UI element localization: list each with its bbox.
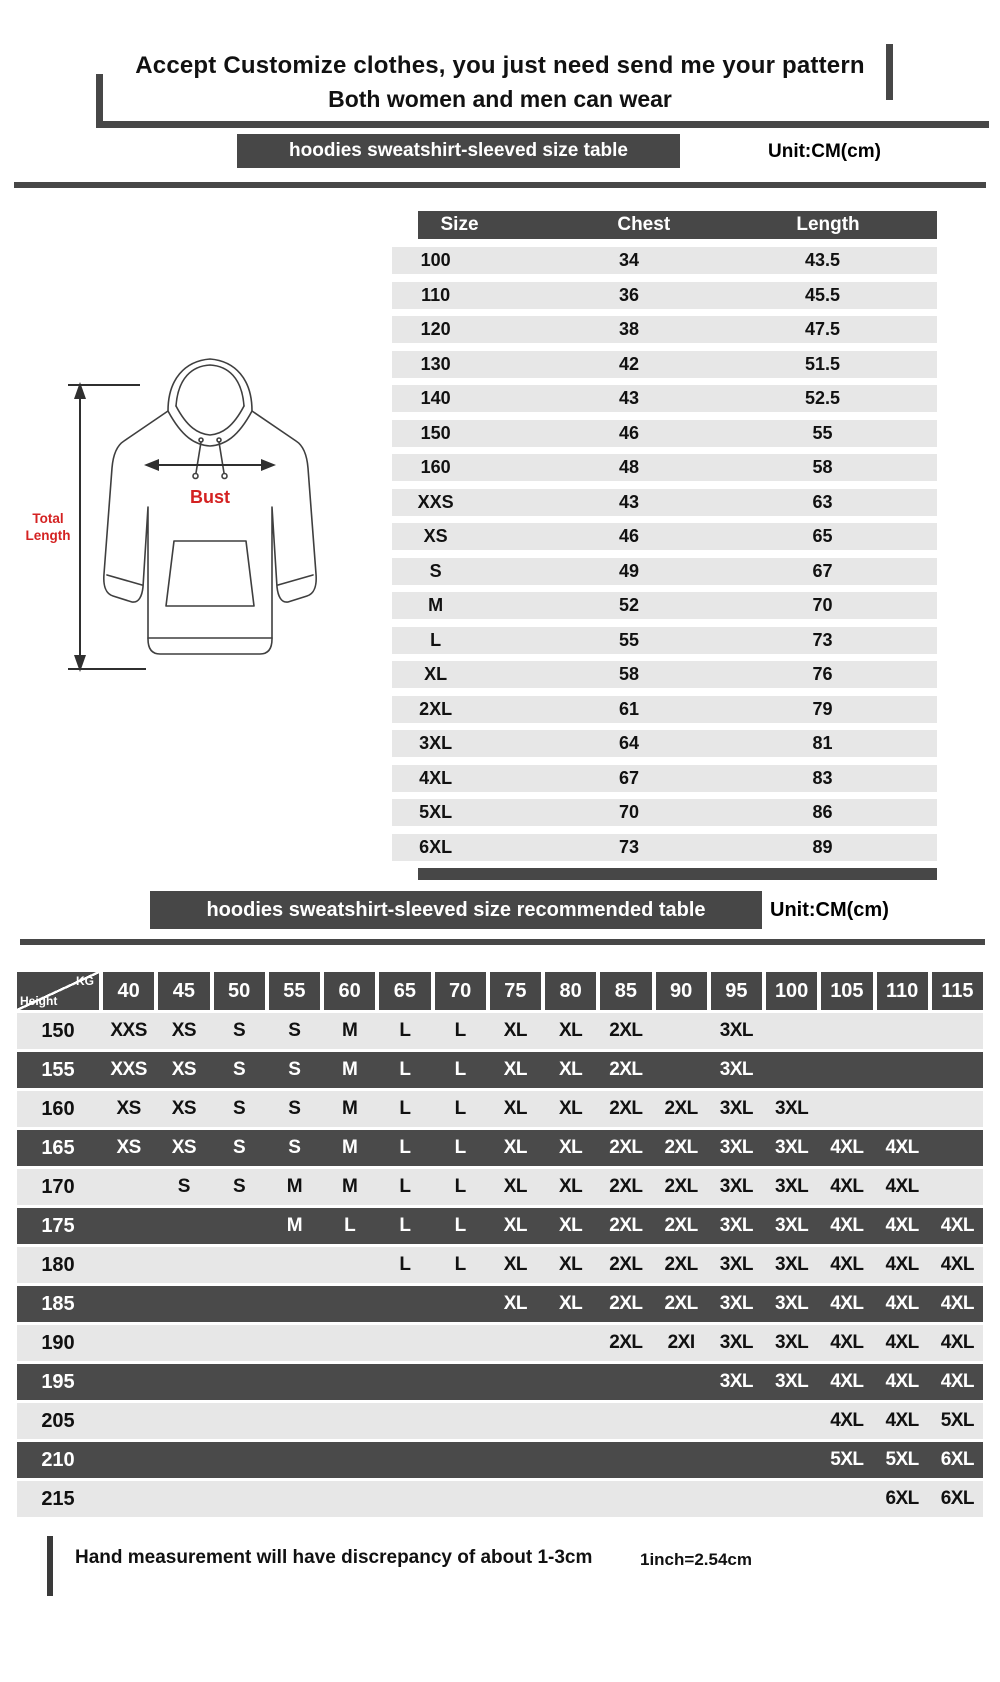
size-table-cell-length: 70 — [812, 595, 833, 615]
size-table-row — [392, 351, 937, 378]
recommended-size-cell: 2XL — [664, 1215, 698, 1236]
recommended-size-cell: 4XL — [830, 1332, 864, 1353]
recommended-size-cell: 3XL — [719, 1176, 754, 1197]
recommended-size-cell: S — [288, 1137, 301, 1158]
size-table-cell-length: 86 — [812, 802, 833, 822]
recommended-size-cell: L — [399, 1137, 411, 1158]
height-row-label: 150 — [41, 1019, 75, 1042]
collar-outer — [168, 411, 252, 446]
height-row-label: 155 — [41, 1058, 75, 1081]
recommended-table-row — [17, 1442, 983, 1478]
size-table-cell-chest: 61 — [619, 698, 640, 719]
header-line-1: Accept Customize clothes, you just need send me your pattern — [135, 52, 865, 79]
size-table-cell-chest: 43 — [619, 388, 640, 408]
size-table-cell-size: 110 — [421, 284, 451, 305]
recommended-size-cell: 6XL — [885, 1488, 919, 1509]
recommended-size-cell: L — [454, 1176, 466, 1197]
recommended-size-cell: XL — [503, 1215, 528, 1236]
measurement-note: Hand measurement will have discrepancy of about 1-3cm — [75, 1547, 593, 1568]
size-table-row — [392, 385, 937, 412]
recommended-size-cell: M — [341, 1098, 358, 1119]
size-table-row — [392, 454, 937, 481]
recommended-size-cell: L — [399, 1020, 411, 1041]
size-table-row — [392, 627, 937, 654]
recommended-size-cell: 2XL — [664, 1176, 698, 1197]
weight-column-header: 70 — [435, 972, 486, 1010]
size-table-cell-chest: 64 — [619, 733, 640, 753]
size-table-cell-length: 63 — [812, 491, 833, 512]
recommended-size-cell: 4XL — [830, 1254, 864, 1275]
recommended-size-cell: 3XL — [719, 1293, 754, 1314]
recommended-table-banner — [150, 891, 762, 929]
decorative-bracket-left — [96, 74, 103, 124]
recommended-table-row — [17, 1052, 983, 1088]
size-table-cell-length: 89 — [812, 836, 833, 857]
size-table-row — [392, 420, 937, 447]
recommended-size-cell: S — [233, 1059, 246, 1080]
recommended-size-cell: XL — [503, 1176, 528, 1197]
recommended-size-cell: 4XL — [885, 1410, 919, 1431]
recommended-table-row — [17, 1247, 983, 1283]
size-table-cell-length: 81 — [812, 733, 833, 753]
recommended-size-cell: M — [341, 1176, 358, 1197]
recommended-size-cell: L — [399, 1176, 411, 1197]
recommended-size-cell: 4XL — [830, 1137, 864, 1158]
recommended-size-cell: M — [341, 1137, 358, 1158]
inch-conversion-note: 1inch=2.54cm — [640, 1550, 752, 1569]
recommended-size-cell: 5XL — [885, 1449, 919, 1470]
recommended-table — [17, 972, 983, 1520]
size-table-row — [392, 661, 937, 688]
size-table-cell-length: 79 — [812, 698, 833, 719]
recommended-size-cell: S — [233, 1020, 246, 1041]
recommended-size-cell: XL — [503, 1137, 528, 1158]
size-table-cell-length: 76 — [812, 664, 833, 684]
size-table-row — [392, 834, 937, 861]
recommended-size-cell: L — [454, 1059, 466, 1080]
hoodie-diagram — [20, 345, 350, 685]
size-table-cell-length: 67 — [812, 560, 833, 581]
length-column-header: Length — [796, 214, 860, 235]
header-line-2: Both women and men can wear — [328, 86, 672, 112]
size-table-banner — [237, 134, 680, 168]
recommended-table-row — [17, 1364, 983, 1400]
recommended-size-cell: 3XL — [774, 1176, 809, 1197]
recommended-size-cell: 3XL — [774, 1137, 809, 1158]
recommended-size-cell: S — [288, 1059, 301, 1080]
size-table-cell-size: XL — [424, 664, 448, 684]
weight-column-header: 90 — [656, 972, 707, 1010]
recommended-size-cell: L — [454, 1098, 466, 1119]
recommended-size-cell: XL — [558, 1215, 583, 1236]
recommended-size-cell: 4XL — [940, 1293, 975, 1314]
height-row-label: 195 — [41, 1370, 75, 1393]
recommended-size-cell: XL — [503, 1098, 528, 1119]
recommended-table-row — [17, 1403, 983, 1439]
recommended-size-cell: 4XL — [940, 1215, 975, 1236]
recommended-size-cell: 4XL — [830, 1293, 864, 1314]
corner-height-label: Height — [20, 994, 58, 1008]
recommended-table-row — [17, 1091, 983, 1127]
size-table-cell-chest: 67 — [619, 767, 640, 788]
height-row-label: 185 — [41, 1292, 75, 1315]
weight-column-header: 100 — [766, 972, 817, 1010]
drawstring-tip-left — [193, 474, 198, 479]
recommended-size-cell: XL — [558, 1293, 583, 1314]
bust-label: Bust — [190, 487, 230, 507]
recommended-size-cell: 2XL — [609, 1215, 643, 1236]
recommended-size-cell: 4XL — [940, 1254, 975, 1275]
recommended-size-cell: XS — [171, 1020, 197, 1041]
weight-column-header: 40 — [103, 972, 154, 1010]
recommended-table-row — [17, 1013, 983, 1049]
recommended-table-banner-label: hoodies sweatshirt-sleeved size recommended table — [206, 898, 706, 921]
recommended-size-cell: XXS — [110, 1020, 147, 1041]
size-table-cell-size: 6XL — [419, 836, 453, 857]
recommended-table-row — [17, 1481, 983, 1517]
drawstring-tip-right — [222, 474, 227, 479]
size-table-row — [392, 316, 937, 343]
recommended-size-cell: XS — [171, 1137, 197, 1158]
height-row-label: 165 — [41, 1136, 75, 1159]
height-row-label: 215 — [41, 1487, 75, 1510]
recommended-size-cell: XS — [171, 1059, 197, 1080]
size-table-cell-size: 100 — [420, 250, 451, 270]
recommended-size-cell: 4XL — [885, 1215, 919, 1236]
size-table-cell-length: 73 — [812, 629, 833, 650]
recommended-size-cell: L — [399, 1215, 411, 1236]
recommended-size-cell: 4XL — [940, 1371, 975, 1392]
size-table-row — [392, 696, 937, 723]
recommended-table-row — [17, 1286, 983, 1322]
recommended-size-cell: M — [341, 1020, 358, 1041]
recommended-size-cell: 3XL — [719, 1137, 754, 1158]
recommended-size-cell: XS — [116, 1098, 141, 1119]
recommended-size-cell: 3XL — [774, 1371, 809, 1392]
recommended-size-cell: XL — [558, 1098, 583, 1119]
height-row-label: 205 — [41, 1409, 75, 1432]
recommended-size-cell: 2XL — [609, 1176, 643, 1197]
size-table-cell-length: 58 — [812, 457, 833, 477]
recommended-size-cell: M — [341, 1059, 358, 1080]
recommended-size-cell: 2XL — [609, 1059, 643, 1080]
recommended-size-cell: 3XL — [774, 1293, 809, 1314]
height-row-label: 175 — [41, 1214, 75, 1237]
weight-column-header: 95 — [711, 972, 762, 1010]
size-table-row — [392, 523, 937, 550]
height-row-label: 170 — [41, 1175, 75, 1198]
recommended-size-cell: XL — [558, 1059, 583, 1080]
size-table-row — [392, 592, 937, 619]
size-table-cell-chest: 73 — [619, 836, 640, 857]
recommended-size-cell: 2XL — [664, 1098, 698, 1119]
recommended-size-cell: 3XL — [774, 1098, 809, 1119]
weight-column-header: 75 — [490, 972, 541, 1010]
drawstring-left — [196, 442, 201, 473]
recommended-table-row — [17, 1325, 983, 1361]
recommended-size-cell: M — [286, 1215, 303, 1236]
cuff-line-left — [107, 575, 142, 585]
recommended-size-cell: S — [288, 1098, 301, 1119]
hood-inner-line — [176, 365, 244, 406]
size-table-row — [392, 765, 937, 792]
recommended-size-cell: 2XL — [609, 1137, 643, 1158]
recommended-size-cell: XL — [503, 1059, 528, 1080]
recommended-size-cell: M — [286, 1176, 303, 1197]
size-table-cell-size: L — [430, 629, 442, 650]
recommended-size-cell: 4XL — [830, 1410, 864, 1431]
collar-inner — [176, 406, 244, 435]
recommended-size-cell: 3XL — [719, 1020, 754, 1041]
recommended-size-cell: S — [233, 1098, 246, 1119]
recommended-size-cell: XL — [503, 1293, 528, 1314]
recommended-size-cell: L — [399, 1098, 411, 1119]
size-table-cell-size: 150 — [420, 422, 451, 443]
size-table-row — [392, 558, 937, 585]
size-table-cell-size: XS — [423, 526, 448, 546]
recommended-size-cell: L — [454, 1020, 466, 1041]
size-table-cell-length: 55 — [812, 422, 833, 443]
recommended-size-cell: L — [344, 1215, 356, 1236]
recommended-size-cell: L — [454, 1215, 466, 1236]
recommended-size-cell: 5XL — [940, 1410, 975, 1431]
unit-label-1: Unit:CM(cm) — [768, 141, 881, 162]
recommended-size-cell: 3XL — [719, 1371, 754, 1392]
recommended-size-cell: 2XL — [609, 1098, 643, 1119]
size-table-cell-length: 83 — [812, 767, 833, 788]
recommended-size-cell: L — [399, 1254, 411, 1275]
recommended-size-cell: L — [454, 1137, 466, 1158]
total-length-label-line1: Total — [32, 511, 64, 526]
recommended-size-cell: 2XI — [667, 1332, 695, 1353]
corner-kg-label: KG — [76, 974, 94, 988]
recommended-size-cell: 4XL — [830, 1215, 864, 1236]
size-table-cell-size: XXS — [417, 491, 454, 512]
size-table-cell-size: M — [428, 595, 444, 615]
height-row-label: 210 — [41, 1448, 75, 1471]
recommended-size-cell: 2XL — [609, 1332, 643, 1353]
weight-column-header: 60 — [324, 972, 375, 1010]
size-table-cell-size: 160 — [420, 457, 451, 477]
size-table-cell-length: 47.5 — [805, 319, 841, 339]
footer-accent-bar — [47, 1536, 53, 1596]
weight-column-header: 105 — [821, 972, 872, 1010]
size-table-cell-size: 4XL — [419, 767, 453, 788]
recommended-size-cell: XS — [116, 1137, 141, 1158]
size-table-cell-chest: 46 — [619, 526, 640, 546]
size-table-body — [392, 247, 937, 861]
size-table-cell-chest: 38 — [619, 319, 640, 339]
chest-column-header: Chest — [617, 214, 671, 235]
size-table-cell-size: 140 — [420, 388, 451, 408]
weight-column-header: 55 — [269, 972, 320, 1010]
size-table-cell-chest: 36 — [619, 284, 640, 305]
total-length-label-line2: Length — [25, 528, 71, 543]
recommended-size-cell: 4XL — [885, 1332, 919, 1353]
size-table-cell-chest: 46 — [619, 422, 640, 443]
recommended-size-cell: 4XL — [885, 1254, 919, 1275]
weight-column-header: 50 — [214, 972, 265, 1010]
size-table-cell-length: 45.5 — [805, 284, 841, 305]
recommended-table-row — [17, 1208, 983, 1244]
size-table-cell-chest: 70 — [619, 802, 640, 822]
recommended-size-cell: 2XL — [609, 1254, 643, 1275]
size-table-row — [392, 489, 937, 516]
height-row-label: 160 — [41, 1097, 75, 1120]
recommended-size-cell: 2XL — [664, 1254, 698, 1275]
recommended-size-cell: 3XL — [719, 1059, 754, 1080]
size-table-cell-chest: 49 — [619, 560, 640, 581]
recommended-size-cell: S — [233, 1137, 246, 1158]
size-table-cell-chest: 42 — [619, 353, 640, 374]
recommended-size-cell: XXS — [110, 1059, 147, 1080]
drawstring-right — [219, 442, 224, 473]
decorative-bracket-right — [886, 44, 893, 100]
recommended-size-cell: 3XL — [774, 1332, 809, 1353]
recommended-table-row — [17, 1130, 983, 1166]
size-table — [392, 211, 937, 880]
recommended-size-cell: 4XL — [885, 1371, 919, 1392]
recommended-size-cell: 3XL — [719, 1098, 754, 1119]
recommended-table-header — [17, 972, 983, 1010]
weight-column-header: 65 — [379, 972, 430, 1010]
recommended-size-cell: 4XL — [885, 1137, 919, 1158]
recommended-size-cell: XL — [558, 1176, 583, 1197]
size-table-row — [392, 799, 937, 826]
size-table-cell-length: 43.5 — [805, 250, 841, 270]
height-row-label: 180 — [41, 1253, 75, 1276]
weight-column-header: 115 — [932, 972, 983, 1010]
weight-column-header: 80 — [545, 972, 596, 1010]
size-table-cell-chest: 48 — [619, 457, 640, 477]
recommended-size-cell: XS — [171, 1098, 197, 1119]
arrowheads — [74, 382, 276, 672]
recommended-size-cell: 3XL — [719, 1215, 754, 1236]
size-table-row — [392, 247, 937, 274]
recommended-size-cell: 4XL — [885, 1176, 919, 1197]
kg-height-corner-cell — [17, 972, 99, 1010]
recommended-size-cell: 4XL — [830, 1371, 864, 1392]
recommended-size-cell: 2XL — [609, 1293, 643, 1314]
size-table-bottom-bar — [418, 868, 937, 880]
recommended-size-cell: 4XL — [830, 1176, 864, 1197]
recommended-size-cell: XL — [503, 1020, 528, 1041]
size-table-cell-size: 120 — [420, 319, 451, 339]
size-table-cell-chest: 34 — [619, 250, 640, 270]
recommended-size-cell: XL — [558, 1020, 583, 1041]
recommended-size-cell: 2XL — [609, 1020, 643, 1041]
recommended-size-cell: XL — [503, 1254, 528, 1275]
size-table-row — [392, 730, 937, 757]
size-table-cell-size: 2XL — [419, 698, 453, 719]
recommended-table-row — [17, 1169, 983, 1205]
weight-column-header: 85 — [600, 972, 651, 1010]
weight-column-header: 45 — [158, 972, 209, 1010]
kangaroo-pocket — [166, 541, 254, 606]
recommended-size-cell: S — [233, 1176, 246, 1197]
recommended-size-cell: 6XL — [940, 1488, 975, 1509]
recommended-size-cell: 2XL — [664, 1293, 698, 1314]
arrowhead-right — [261, 459, 276, 471]
recommended-size-cell: XL — [558, 1137, 583, 1158]
recommended-size-cell: L — [454, 1254, 466, 1275]
size-table-banner-label: hoodies sweatshirt-sleeved size table — [289, 140, 628, 161]
recommended-size-cell: L — [399, 1059, 411, 1080]
cuff-line-right — [278, 575, 313, 585]
size-table-cell-length: 51.5 — [805, 353, 841, 374]
recommended-size-cell: 5XL — [830, 1449, 864, 1470]
recommended-size-cell: 3XL — [719, 1332, 754, 1353]
recommended-size-cell: 3XL — [719, 1254, 754, 1275]
divider-under-banner — [14, 182, 986, 188]
recommended-size-cell: XL — [558, 1254, 583, 1275]
recommended-size-cell: 4XL — [885, 1293, 919, 1314]
size-table-cell-length: 65 — [812, 526, 833, 546]
size-table-cell-size: 3XL — [419, 733, 453, 753]
size-table-cell-size: 130 — [420, 353, 451, 374]
size-table-cell-chest: 58 — [619, 664, 640, 684]
height-row-label: 190 — [41, 1331, 75, 1354]
recommended-size-cell: S — [177, 1176, 190, 1197]
divider-top — [96, 121, 989, 128]
size-table-cell-size: S — [429, 560, 442, 581]
size-table-cell-length: 52.5 — [805, 388, 841, 408]
size-table-cell-chest: 52 — [619, 595, 640, 615]
size-table-header — [418, 211, 937, 239]
size-table-cell-size: 5XL — [419, 802, 453, 822]
recommended-size-cell: 6XL — [940, 1449, 975, 1470]
recommended-size-cell: 4XL — [940, 1332, 975, 1353]
size-table-cell-chest: 43 — [619, 491, 640, 512]
size-table-cell-chest: 55 — [619, 629, 640, 650]
arrowhead-left — [144, 459, 159, 471]
unit-label-2: Unit:CM(cm) — [770, 899, 889, 921]
recommended-size-cell: 2XL — [664, 1137, 698, 1158]
recommended-size-cell: 3XL — [774, 1215, 809, 1236]
size-column-header: Size — [440, 214, 479, 235]
size-table-row — [392, 282, 937, 309]
divider-above-matrix — [20, 939, 985, 945]
recommended-size-cell: 3XL — [774, 1254, 809, 1275]
weight-column-header: 110 — [877, 972, 928, 1010]
recommended-size-cell: S — [288, 1020, 301, 1041]
recommended-table-body — [17, 1013, 983, 1517]
